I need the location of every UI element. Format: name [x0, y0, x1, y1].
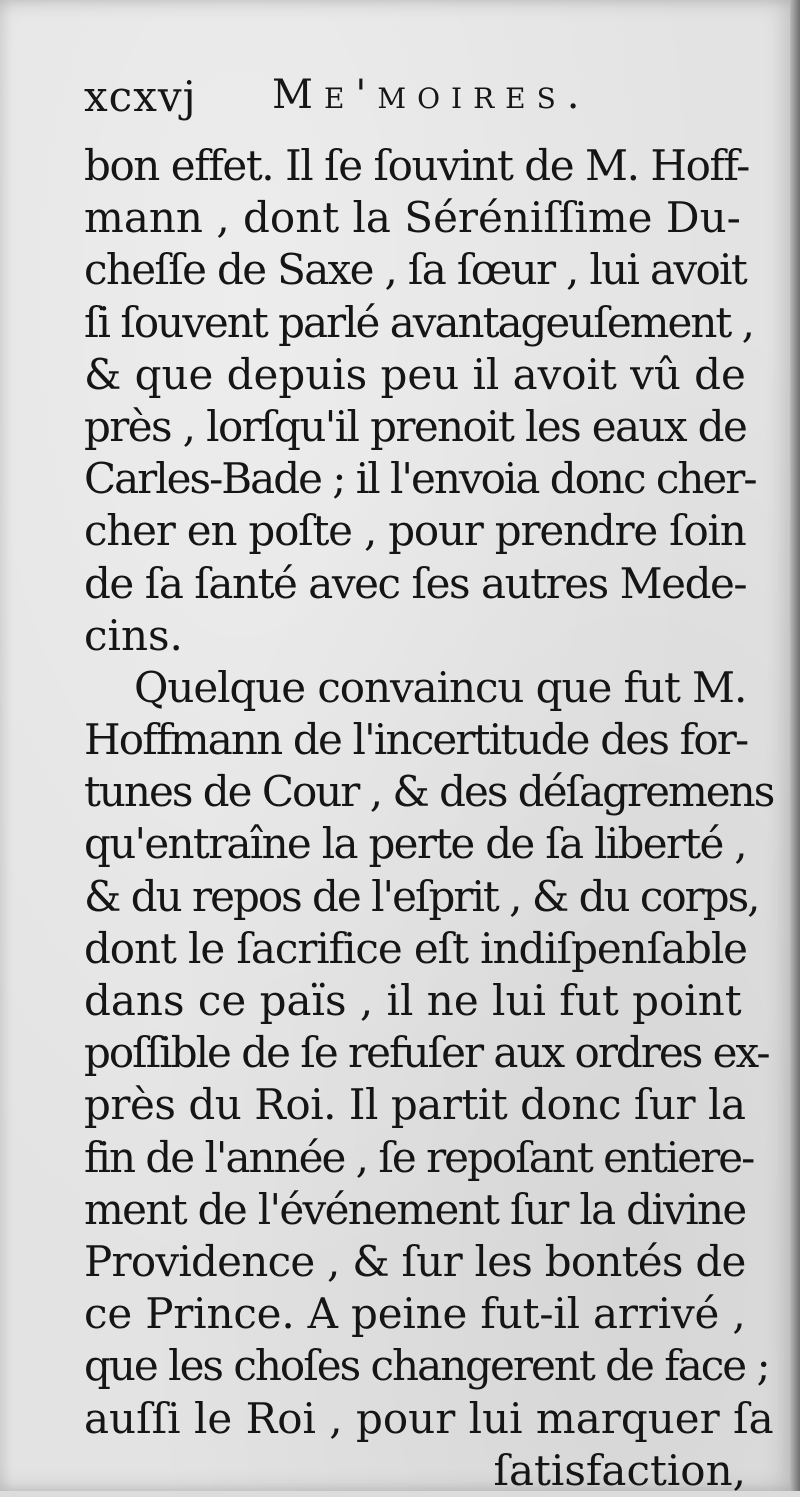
text-line: cins. [84, 610, 183, 660]
text-line: tunes de Cour , & des déſagremens [84, 767, 774, 817]
text-line: auſſi le Roi , pour lui marquer ſa [84, 1393, 774, 1443]
text-line: dont le ſacrifice eſt indiſpenſable [84, 923, 747, 973]
text-line: ment de l'événement ſur la divine [84, 1184, 746, 1234]
text-line: ſi ſouvent parlé avantageuſement , [84, 297, 753, 347]
text-line: cher en poſte , pour prendre ſoin [84, 506, 746, 556]
text-line: bon effet. Il ſe ſouvint de M. Hoff- [84, 141, 749, 190]
running-title: Me'moires. [272, 72, 591, 118]
text-line: Hoffmann de l'incertitude des for- [84, 715, 748, 765]
text-line: fin de l'année , ſe repoſant entiere- [84, 1132, 754, 1182]
text-line: dans ce païs , il ne lui fut point [84, 976, 742, 1025]
text-line: cheſſe de Saxe , ſa ſœur , lui avoit [84, 245, 747, 295]
page-number: xcxvj [84, 72, 197, 121]
running-head [84, 72, 744, 132]
catchword: ſatisfaction, [493, 1445, 746, 1495]
text-line: ce Prince. A peine fut-il arrivé , [84, 1289, 746, 1339]
text-line: poſſible de ſe refuſer aux ordres ex- [84, 1028, 769, 1078]
text-line: près du Roi. Il partit donc ſur la [84, 1080, 746, 1130]
text-line: que les choſes changerent de face ; [84, 1341, 769, 1391]
text-line: & du repos de l'eſprit , & du corps, [84, 871, 759, 921]
text-line-paragraph-start: Quelque convaincu que fut M. [134, 662, 747, 712]
body-text [84, 140, 774, 1497]
text-line: de ſa ſanté avec ſes autres Mede- [84, 558, 747, 608]
text-line: mann , dont la Séréniſſime Du- [84, 193, 741, 243]
text-line: qu'entraîne la perte de ſa liberté , [84, 819, 746, 869]
text-line: Carles-Bade ; il l'envoia donc cher- [84, 454, 756, 504]
text-line: près , lorſqu'il prenoit les eaux de [84, 401, 747, 451]
page-edge-shadow [790, 0, 800, 1491]
text-line: & que depuis peu il avoit vû de [84, 349, 746, 399]
text-line: Providence , & ſur les bontés de [84, 1236, 746, 1286]
